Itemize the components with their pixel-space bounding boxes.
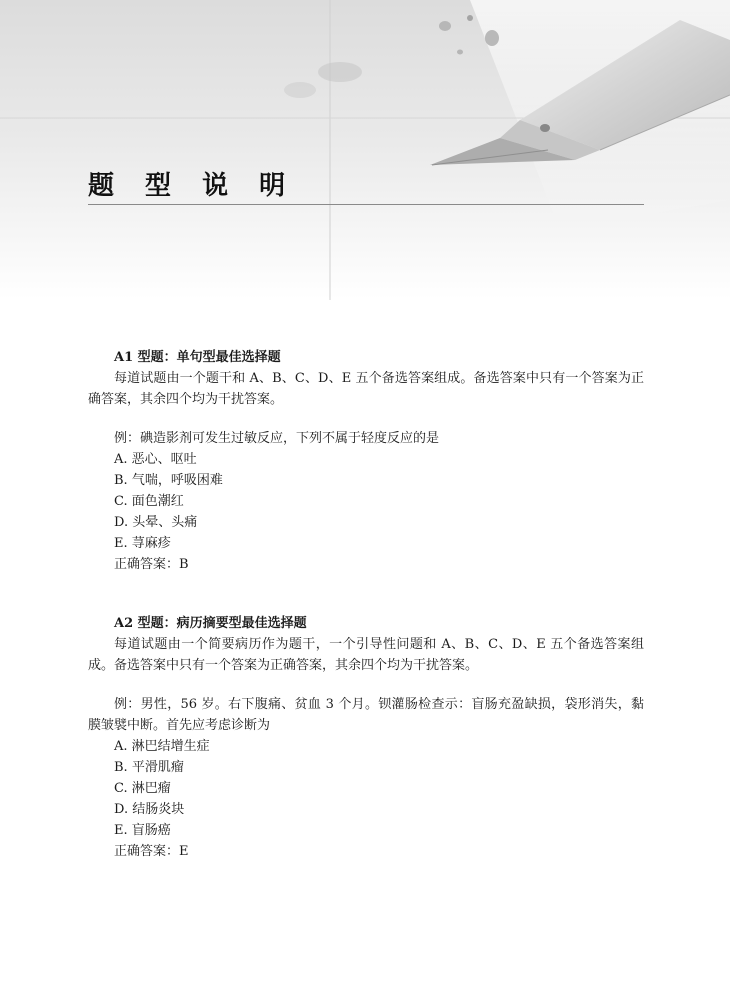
option-a: A. 淋巴结增生症 <box>114 739 210 754</box>
option-e: E. 盲肠癌 <box>114 823 171 838</box>
title-divider <box>88 204 644 205</box>
section-description: 每道试题由一个题干和 A、B、C、D、E 五个备选答案组成。备选答案中只有一个答案为正确答案，其余四个均为干扰答案。 <box>88 371 644 407</box>
option-e: E. 荨麻疹 <box>114 536 171 551</box>
option-a: A. 恶心、呕吐 <box>114 452 197 467</box>
section-heading: A1 型题：单句型最佳选择题 <box>114 350 281 365</box>
option-b: B. 气喘，呼吸困难 <box>114 473 223 488</box>
pen-illustration <box>0 0 730 300</box>
section-a2 <box>88 613 644 862</box>
example-question: 例：男性，56 岁。右下腹痛、贫血 3 个月。钡灌肠检查示：盲肠充盈缺损，袋形消失，黏膜皱襞中断。首先应考虑诊断为 <box>88 697 644 733</box>
page-title: 题 型 说 明 <box>88 171 297 201</box>
correct-answer: 正确答案：E <box>114 844 189 859</box>
option-d: D. 头晕、头痛 <box>114 515 198 530</box>
content-body <box>88 347 644 862</box>
example-question: 例：碘造影剂可发生过敏反应，下列不属于轻度反应的是 <box>114 431 440 446</box>
option-b: B. 平滑肌瘤 <box>114 760 184 775</box>
option-d: D. 结肠炎块 <box>114 802 185 817</box>
option-c: C. 淋巴瘤 <box>114 781 171 796</box>
section-a1 <box>88 347 644 575</box>
section-heading: A2 型题：病历摘要型最佳选择题 <box>114 616 307 631</box>
section-description: 每道试题由一个简要病历作为题干，一个引导性问题和 A、B、C、D、E 五个备选答案组成。备选答案中只有一个答案为正确答案，其余四个均为干扰答案。 <box>88 637 644 673</box>
correct-answer: 正确答案：B <box>114 557 189 572</box>
option-c: C. 面色潮红 <box>114 494 184 509</box>
